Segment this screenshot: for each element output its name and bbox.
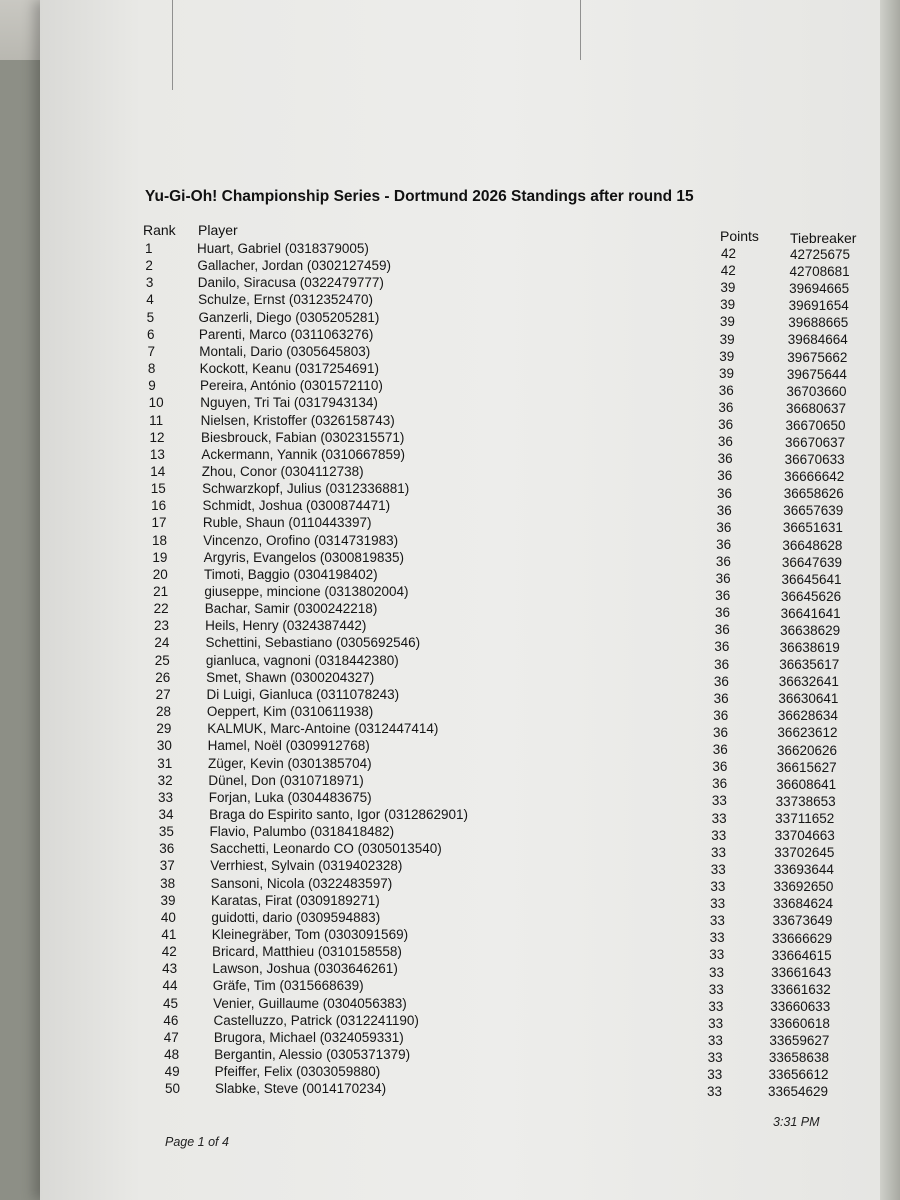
player-cell: Kleinegräber, Tom (0303091569) [211, 927, 409, 942]
rank-cell: 27 [155, 686, 171, 702]
points-cell: 36 [714, 622, 730, 638]
player-cell: Kockott, Keanu (0317254691) [199, 361, 379, 377]
player-cell: Slabke, Steve (0014170234) [215, 1081, 387, 1097]
points-cell: 36 [717, 434, 733, 450]
tiebreaker-cell: 36680637 [785, 400, 847, 416]
tiebreaker-cell: 33704663 [774, 828, 835, 843]
tiebreaker-cell: 39688665 [788, 315, 849, 331]
rank-cell: 31 [157, 755, 173, 771]
tiebreaker-cell: 33661643 [771, 964, 832, 980]
points-cell: 33 [711, 844, 727, 860]
tiebreaker-cell: 36703660 [786, 383, 847, 399]
table-row [0, 909, 880, 929]
tiebreaker-cell: 36670650 [785, 417, 846, 433]
player-cell: Hamel, Noël (0309912768) [207, 738, 370, 754]
player-cell: KALMUK, Marc-Antoine (0312447414) [207, 721, 439, 737]
table-row [0, 617, 880, 638]
rank-cell: 26 [155, 669, 171, 685]
tiebreaker-cell: 36623612 [777, 725, 838, 741]
tiebreaker-cell: 36630641 [778, 691, 839, 707]
player-cell: Argyris, Evangelos (0300819835) [203, 549, 404, 565]
tiebreaker-cell: 33658638 [768, 1050, 829, 1066]
player-cell: Pfeiffer, Felix (0303059880) [214, 1064, 381, 1080]
rank-cell: 1 [145, 241, 153, 256]
tiebreaker-cell: 36670633 [784, 452, 845, 468]
player-cell: Di Luigi, Gianluca (0311078243) [206, 686, 400, 702]
player-cell: Brugora, Michael (0324059331) [213, 1029, 404, 1045]
table-row [0, 720, 880, 741]
tiebreaker-cell: 33738653 [775, 793, 836, 809]
tiebreaker-cell: 42725675 [790, 247, 851, 262]
player-cell: Vincenzo, Orofino (0314731983) [203, 532, 399, 548]
table-row [0, 995, 880, 1012]
tiebreaker-cell: 36648628 [782, 537, 843, 553]
tiebreaker-cell: 33702645 [774, 845, 835, 861]
table-row [0, 412, 880, 433]
points-cell: 33 [711, 793, 727, 809]
player-cell: Smet, Shawn (0300204327) [206, 669, 375, 685]
tiebreaker-cell: 33673649 [772, 913, 833, 929]
tiebreaker-cell: 39675662 [787, 349, 848, 365]
table-row [0, 1046, 880, 1066]
rank-cell: 14 [150, 463, 166, 479]
player-cell: Karatas, Firat (0309189271) [210, 892, 380, 908]
rank-cell: 13 [149, 446, 165, 462]
points-cell: 36 [717, 485, 733, 501]
points-cell: 36 [715, 553, 731, 569]
points-cell: 36 [716, 502, 732, 518]
tiebreaker-cell: 36645626 [781, 588, 842, 604]
table-row [0, 566, 880, 587]
points-cell: 36 [717, 468, 733, 484]
tiebreaker-cell: 33692650 [773, 879, 834, 895]
rank-cell: 8 [147, 361, 156, 377]
points-cell: 33 [709, 947, 725, 963]
table-row [0, 926, 880, 946]
tiebreaker-cell: 36641641 [780, 605, 841, 621]
points-cell: 33 [709, 964, 725, 980]
table-row [0, 514, 880, 536]
player-cell: Ruble, Shaun (0110443397) [202, 515, 372, 531]
points-cell: 36 [718, 382, 734, 398]
player-cell: Danilo, Siracusa (0322479777) [197, 275, 384, 291]
rank-cell: 44 [162, 978, 178, 994]
table-row [0, 463, 880, 485]
points-cell: 33 [711, 827, 727, 843]
table-row [0, 429, 880, 450]
tiebreaker-cell: 33654629 [768, 1084, 829, 1100]
points-cell: 36 [714, 639, 730, 655]
points-cell: 36 [712, 776, 728, 792]
column-header-rank: Rank [143, 222, 176, 238]
player-cell: Huart, Gabriel (0318379005) [197, 241, 369, 256]
player-cell: Ganzerli, Diego (0305205281) [198, 309, 380, 325]
tiebreaker-cell: 36615627 [776, 759, 837, 775]
player-cell: Oeppert, Kim (0310611938) [206, 704, 374, 720]
points-cell: 39 [719, 314, 735, 330]
rank-cell: 4 [146, 292, 154, 308]
tiebreaker-cell: 36647639 [781, 554, 842, 570]
points-cell: 36 [713, 690, 729, 706]
player-cell: Castelluzzo, Patrick (0312241190) [213, 1012, 419, 1028]
points-cell: 36 [712, 742, 728, 758]
player-cell: gianluca, vagnoni (0318442380) [205, 652, 399, 668]
rank-cell: 20 [152, 566, 168, 582]
rank-cell: 22 [153, 601, 169, 617]
player-cell: Heils, Henry (0324387442) [205, 618, 367, 634]
table-row [0, 789, 880, 809]
points-cell: 36 [713, 725, 729, 741]
tiebreaker-cell: 36635617 [779, 657, 840, 673]
rank-cell: 24 [154, 635, 170, 651]
player-cell: Pereira, António (0301572110) [199, 378, 383, 394]
rank-cell: 43 [162, 961, 178, 977]
rank-cell: 50 [165, 1081, 181, 1097]
tiebreaker-cell: 33711652 [775, 810, 835, 826]
table-row [0, 1063, 880, 1083]
table-row [0, 806, 880, 826]
player-cell: Verrhiest, Sylvain (0319402328) [210, 858, 403, 874]
player-cell: Biesbrouck, Fabian (0302315571) [201, 429, 405, 445]
points-cell: 39 [720, 297, 736, 313]
tiebreaker-cell: 36632641 [778, 674, 839, 690]
points-cell: 39 [719, 331, 735, 347]
table-row [0, 309, 880, 331]
tiebreaker-cell: 33656612 [768, 1067, 829, 1083]
rank-cell: 29 [156, 721, 172, 737]
rank-cell: 30 [156, 738, 172, 754]
tiebreaker-cell: 33684624 [772, 896, 834, 912]
table-row [0, 703, 880, 724]
column-header-points: Points [720, 228, 759, 244]
rank-cell: 17 [151, 515, 167, 531]
table-row [0, 960, 880, 980]
page-title: Yu-Gi-Oh! Championship Series - Dortmund 2026 Standings after round 15 [145, 188, 694, 205]
tiebreaker-cell: 36638619 [779, 640, 840, 656]
column-header-tiebreaker: Tiebreaker [790, 230, 857, 246]
points-cell: 39 [719, 348, 735, 364]
player-cell: Bricard, Matthieu (0310158558) [212, 944, 402, 960]
table-row [0, 1080, 880, 1100]
player-cell: Schettini, Sebastiano (0305692546) [205, 635, 421, 651]
tiebreaker-cell: 36651631 [782, 520, 843, 536]
player-cell: Sacchetti, Leonardo CO (0305013540) [209, 841, 442, 857]
paper-crease [580, 0, 581, 60]
points-cell: 33 [710, 896, 726, 912]
table-row [0, 823, 880, 843]
points-cell: 33 [710, 879, 726, 895]
points-cell: 42 [721, 246, 737, 261]
rank-cell: 36 [159, 841, 175, 857]
rank-cell: 5 [146, 309, 155, 325]
tiebreaker-cell: 33660618 [769, 1015, 830, 1031]
player-cell: Schmidt, Joshua (0300874471) [202, 498, 391, 514]
tiebreaker-cell: 36658626 [783, 486, 844, 502]
tiebreaker-cell: 36608641 [776, 776, 837, 792]
rank-cell: 7 [147, 343, 155, 359]
rank-cell: 40 [160, 909, 176, 925]
player-cell: Zhou, Conor (0304112738) [201, 463, 364, 479]
tiebreaker-cell: 33693644 [773, 862, 834, 878]
rank-cell: 3 [145, 275, 154, 291]
tiebreaker-cell: 39684664 [787, 332, 848, 348]
player-cell: Schulze, Ernst (0312352470) [198, 292, 373, 308]
rank-cell: 16 [151, 498, 167, 514]
rank-cell: 23 [153, 618, 169, 634]
rank-cell: 28 [156, 704, 172, 720]
points-cell: 33 [707, 1067, 723, 1083]
points-cell: 36 [718, 417, 734, 433]
table-row [0, 857, 880, 878]
rank-cell: 9 [148, 378, 156, 394]
table-row [0, 360, 880, 382]
table-row [0, 875, 880, 895]
points-cell: 33 [710, 861, 726, 877]
table-row [0, 669, 880, 690]
table-row [0, 326, 880, 348]
points-cell: 36 [716, 519, 732, 535]
rank-cell: 19 [152, 549, 168, 565]
player-cell: Braga do Espirito santo, Igor (0312862901) [209, 806, 469, 822]
points-cell: 39 [720, 280, 736, 296]
rank-cell: 38 [160, 875, 176, 891]
points-cell: 36 [715, 605, 731, 621]
player-cell: Venier, Guillaume (0304056383) [213, 995, 407, 1011]
page-number: Page 1 of 4 [165, 1135, 229, 1149]
player-cell: Timoti, Baggio (0304198402) [203, 566, 378, 582]
rank-cell: 35 [158, 824, 174, 840]
player-cell: Schwarzkopf, Julius (0312336881) [202, 481, 410, 497]
table-row [0, 737, 880, 758]
tiebreaker-cell: 33664615 [771, 947, 832, 963]
tiebreaker-cell: 42708681 [789, 264, 850, 280]
rank-cell: 32 [157, 772, 173, 788]
rank-cell: 48 [164, 1047, 180, 1063]
player-cell: Nguyen, Tri Tai (0317943134) [200, 395, 378, 411]
rank-cell: 42 [161, 944, 177, 960]
player-cell: Bachar, Samir (0300242218) [204, 601, 378, 617]
rank-cell: 45 [162, 995, 178, 1011]
points-cell: 36 [715, 571, 731, 587]
tiebreaker-cell: 39675644 [786, 366, 847, 382]
tiebreaker-cell: 36670637 [785, 434, 846, 450]
table-row [0, 772, 880, 792]
rank-cell: 11 [149, 412, 164, 428]
tiebreaker-cell: 39691654 [788, 298, 849, 314]
rank-cell: 46 [163, 1012, 179, 1028]
points-cell: 36 [718, 399, 734, 415]
table-row [0, 446, 880, 468]
rank-cell: 25 [154, 652, 170, 668]
tiebreaker-cell: 36657639 [783, 503, 844, 519]
table-row [0, 274, 880, 297]
tiebreaker-cell: 36628634 [777, 708, 838, 724]
print-time: 3:31 PM [773, 1115, 820, 1129]
rank-cell: 41 [161, 927, 177, 942]
player-cell: Gallacher, Jordan (0302127459) [197, 258, 391, 274]
player-cell: Ackermann, Yannik (0310667859) [201, 446, 406, 462]
table-row [0, 291, 880, 314]
table-row [0, 892, 880, 912]
player-cell: Flavio, Palumbo (0318418482) [209, 824, 395, 840]
points-cell: 42 [720, 263, 736, 279]
table-row [0, 977, 880, 997]
player-cell: Parenti, Marco (0311063276) [198, 326, 374, 342]
player-cell: Lawson, Joshua (0303646261) [212, 961, 398, 977]
player-cell: Bergantin, Alessio (0305371379) [214, 1047, 411, 1063]
paper-crease [172, 0, 173, 90]
tiebreaker-cell: 33661632 [770, 981, 831, 997]
rank-cell: 49 [164, 1064, 180, 1080]
paper-edge [880, 0, 900, 1200]
table-row [0, 686, 880, 707]
tiebreaker-cell: 36645641 [781, 571, 842, 587]
points-cell: 36 [717, 451, 733, 467]
points-cell: 36 [713, 707, 729, 723]
table-row [0, 343, 880, 365]
table-row [0, 240, 880, 262]
points-cell: 33 [707, 1050, 723, 1066]
table-row [0, 1012, 880, 1029]
player-cell: Züger, Kevin (0301385704) [208, 755, 372, 771]
player-cell: Forjan, Luka (0304483675) [208, 789, 372, 805]
tiebreaker-cell: 33660633 [770, 998, 831, 1014]
table-row [0, 583, 880, 604]
player-cell: Sansoni, Nicola (0322483597) [210, 875, 393, 891]
rank-cell: 10 [148, 395, 164, 411]
table-row [0, 600, 880, 621]
points-cell: 33 [709, 913, 725, 929]
tiebreaker-cell: 39694665 [789, 281, 850, 297]
tiebreaker-cell: 36666642 [784, 469, 845, 485]
table-row [0, 257, 880, 280]
player-cell: Dünel, Don (0310718971) [208, 772, 364, 788]
rank-cell: 6 [147, 326, 155, 342]
table-row [0, 943, 880, 963]
rank-cell: 15 [150, 481, 166, 497]
rank-cell: 18 [151, 532, 167, 548]
points-cell: 33 [707, 1033, 723, 1048]
points-cell: 36 [714, 656, 730, 672]
table-row [0, 840, 880, 861]
points-cell: 33 [708, 998, 724, 1014]
table-row [0, 549, 880, 570]
rank-cell: 2 [145, 258, 153, 274]
points-cell: 39 [719, 365, 735, 381]
table-row [0, 497, 880, 519]
tiebreaker-cell: 36638629 [780, 622, 841, 638]
player-cell: Nielsen, Kristoffer (0326158743) [200, 412, 395, 428]
tiebreaker-cell: 33666629 [772, 930, 833, 946]
rank-cell: 47 [163, 1029, 179, 1045]
tiebreaker-cell: 36620626 [776, 742, 838, 758]
rank-cell: 37 [159, 858, 175, 874]
points-cell: 33 [709, 930, 725, 946]
points-cell: 33 [711, 810, 727, 826]
points-cell: 33 [707, 1084, 723, 1100]
points-cell: 36 [715, 588, 731, 604]
table-row [0, 652, 880, 673]
points-cell: 33 [708, 1015, 724, 1031]
player-cell: Montali, Dario (0305645803) [199, 343, 371, 359]
column-header-player: Player [198, 222, 238, 238]
table-row [0, 1029, 880, 1049]
table-row [0, 755, 880, 775]
rank-cell: 33 [158, 789, 174, 805]
table-row [0, 532, 880, 553]
points-cell: 36 [716, 536, 732, 552]
table-row [0, 394, 880, 416]
points-cell: 36 [713, 673, 729, 689]
player-cell: guidotti, dario (0309594883) [211, 909, 381, 925]
player-cell: giuseppe, mincione (0313802004) [204, 584, 409, 599]
tiebreaker-cell: 33659627 [769, 1033, 830, 1049]
points-cell: 36 [712, 759, 728, 775]
table-row [0, 634, 880, 656]
rank-cell: 21 [153, 584, 169, 599]
rank-cell: 34 [158, 806, 174, 822]
points-cell: 33 [708, 981, 724, 997]
table-row [0, 377, 880, 399]
table-row [0, 480, 880, 502]
player-cell: Gräfe, Tim (0315668639) [212, 978, 364, 994]
rank-cell: 39 [160, 892, 176, 908]
rank-cell: 12 [149, 429, 165, 445]
